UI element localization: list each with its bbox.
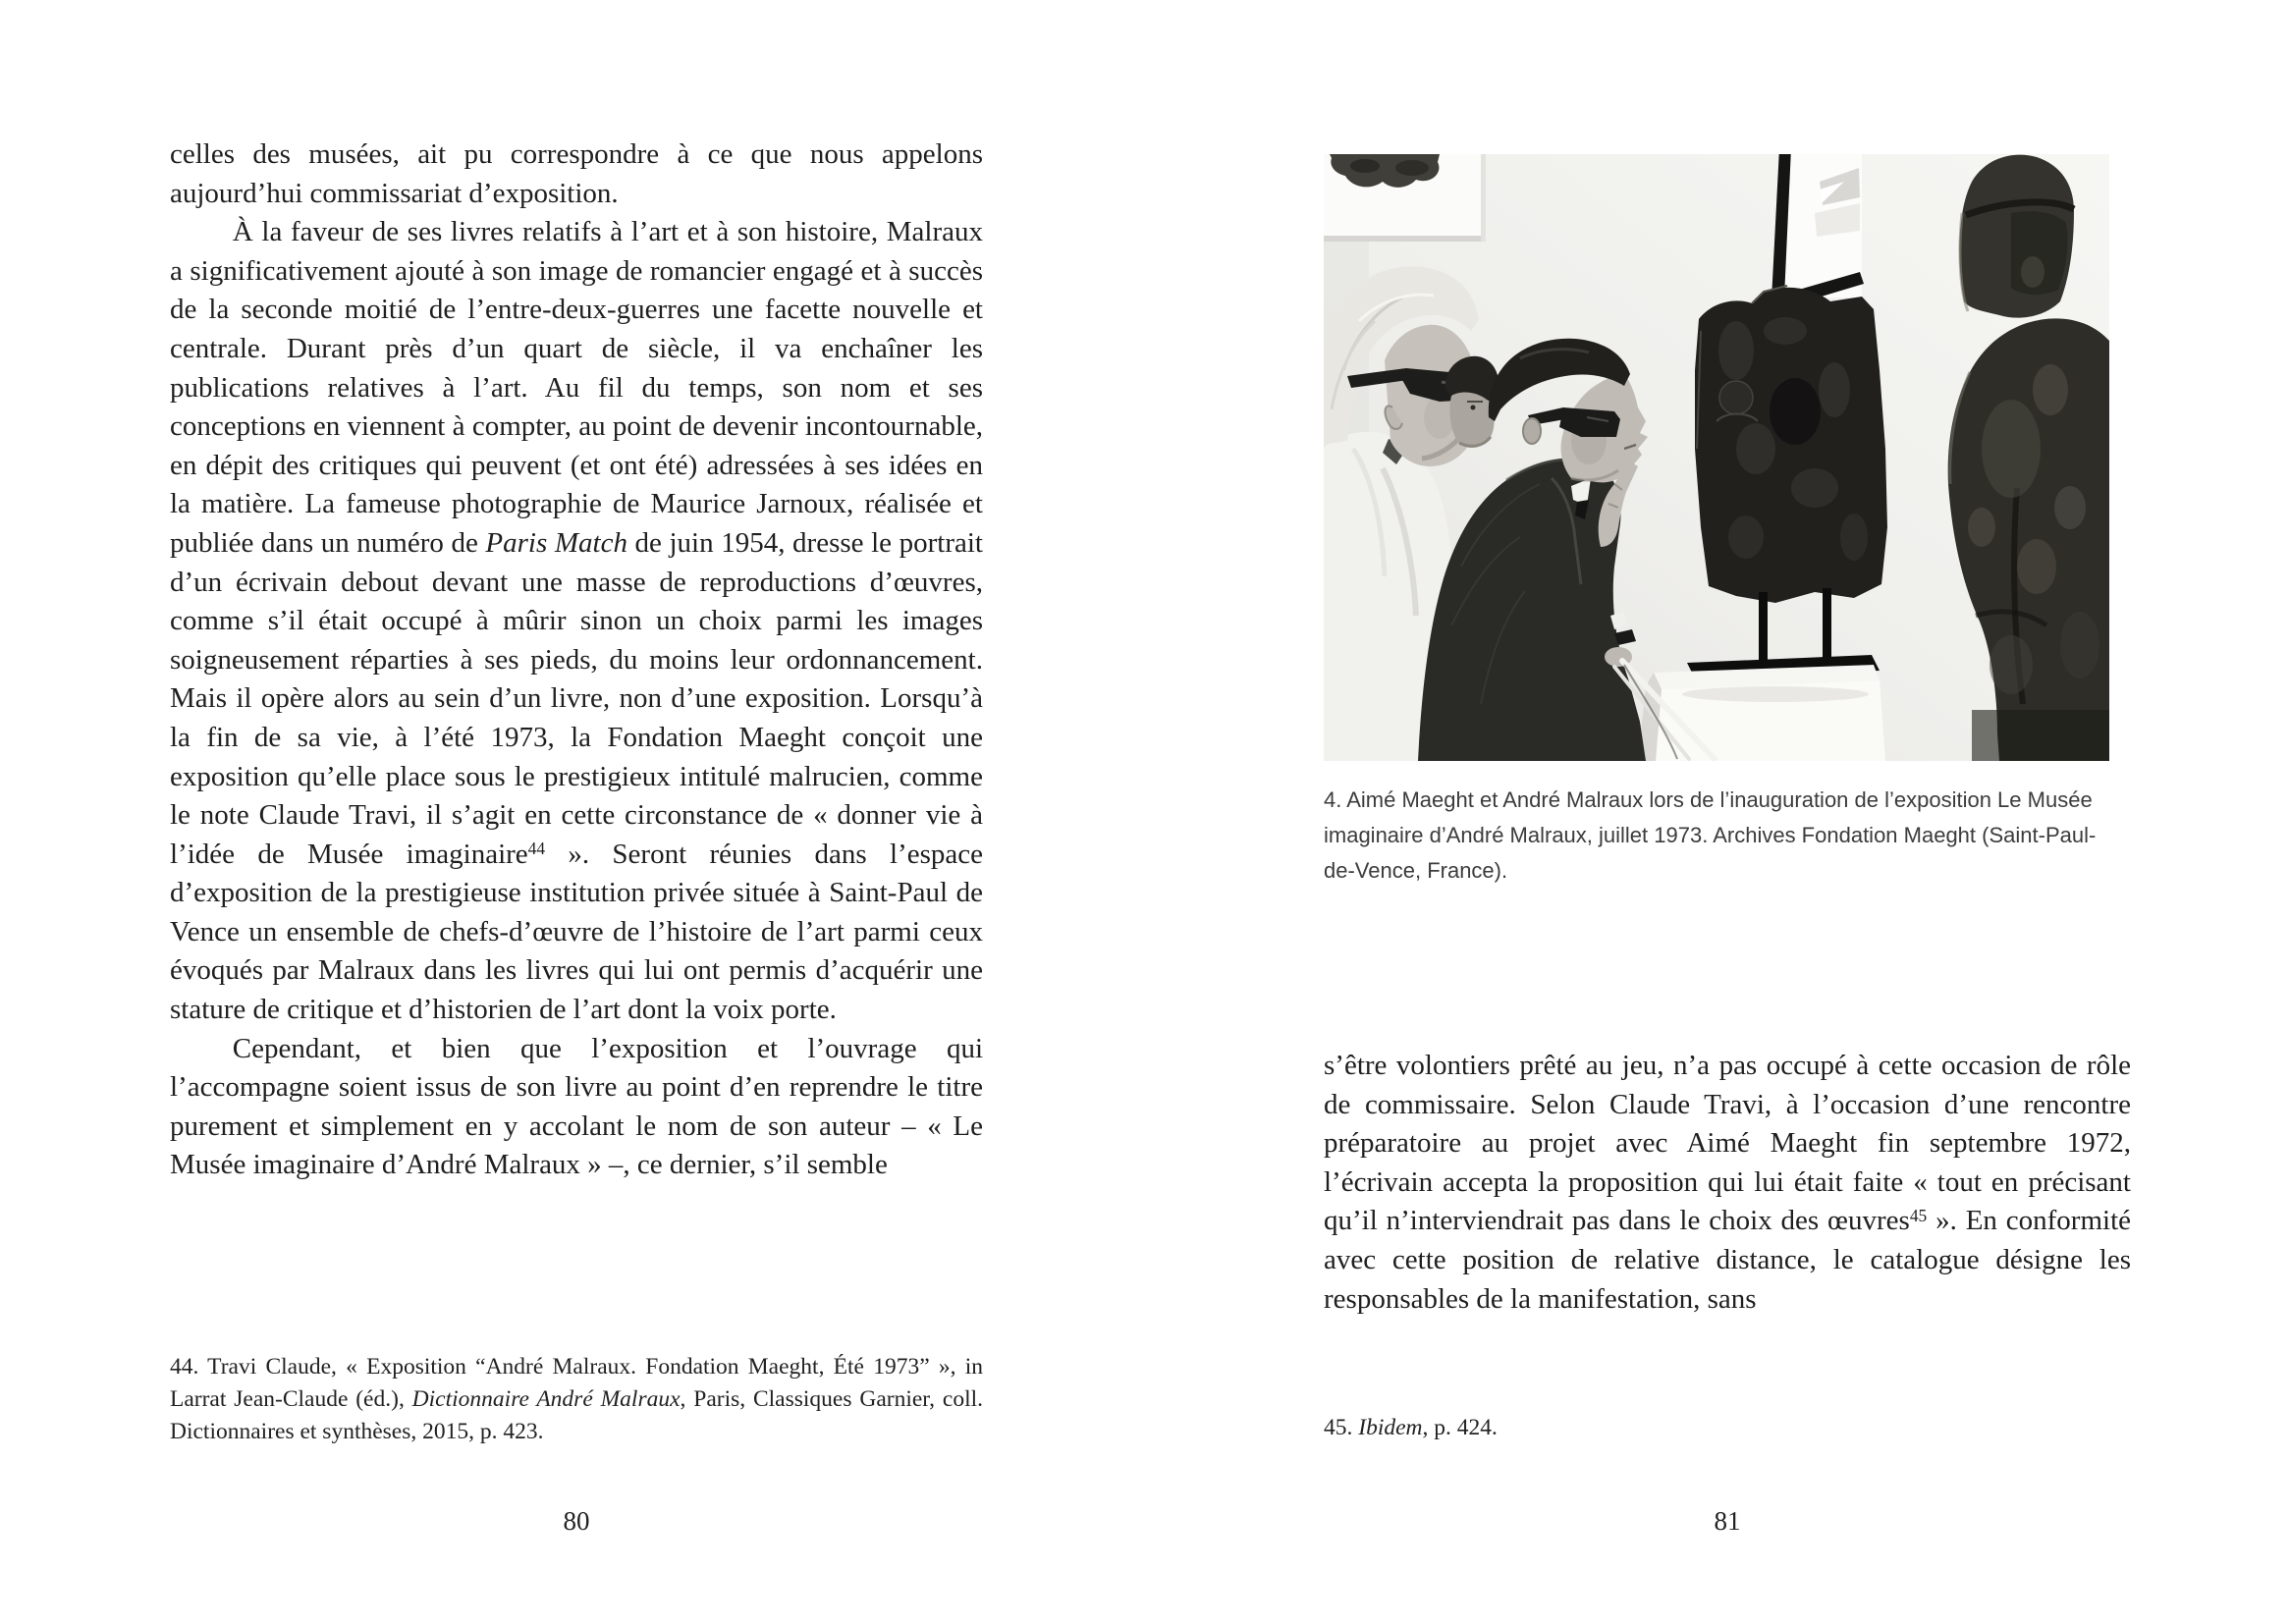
paragraph: celles des musées, ait pu correspondre à ce que nous appelons aujourd’hui commissariat d’exposition. <box>170 138 983 209</box>
stele-buddha-head <box>1719 381 1753 414</box>
footnote-45: 45. Ibidem, p. 424. <box>1324 1415 1498 1440</box>
paragraph: s’être volontiers prêté au jeu, n’a pas occupé à cette occasion de rôle de commissaire. Selon Claude Travi, à l’occasion d’une rencontre préparatoire au projet avec Aimé Maeght fin septembre 1972, l’écrivain accepta la proposition qui lui était faite « tout en précisant qu’il n’interviendrait pas dans le choix des œuvres$^{45}$ ». En conformité avec cette position de relative distance, le catalogue désigne les responsables de la manifestation, sans <box>1324 1050 2131 1315</box>
page-number-left: 80 <box>563 1506 590 1536</box>
footnote-44: 44. Travi Claude, « Exposition “André Malraux. Fondation Maeght, Été 1973” », in Larrat Jean-Claude (éd.), Dictionnaire André Malraux, Paris, Classiques Garnier, coll. Dictionnaires et synthèses, 2015, p. 423. <box>170 1354 984 1444</box>
gallery-photograph <box>1324 154 2109 761</box>
left-page-body-text <box>170 135 983 1185</box>
paragraph: Cependant, et bien que l’exposition et l’ouvrage qui l’accompagne soient issus de son livre au point d’en reprendre le titre purement et simplement en y accolant le nom de son auteur – « Le Musée imaginaire d’André Malraux » –, ce dernier, s’il semble <box>170 1032 983 1181</box>
photo-illustration <box>1324 154 2109 761</box>
paragraph: À la faveur de ses livres relatifs à l’art et à son histoire, Malraux a significativement ajouté à son image de romancier engagé et à succès de la seconde moitié de l’entre-deux-guerres une facette nouvelle et centrale. Durant près d’un quart de siècle, il va enchaîner les publications relatives à l’art. Au fil du temps, son nom et ses conceptions en viennent à compter, au point de devenir incontournable, en dépit des critiques qui peuvent (et ont été) adressées à ses idées en la matière. La fameuse photographie de Maurice Jarnoux, réalisée et publiée dans un numéro de Paris Match de juin 1954, dresse le portrait d’un écrivain debout devant une masse de reproductions d’œuvres, comme s’il était occupé à mûrir sinon un choix parmi les images soigneusement réparties à ses pieds, du moins leur ordonnancement. Mais il opère alors au sein d’un livre, non d’une exposition. Lorsqu’à la fin de sa vie, à l’été 1973, la Fondation Maeght conçoit une exposition qu’elle place sous le prestigieux intitulé malrucien, comme le note Claude Travi, il s’agit en cette circonstance de « donner vie à l’idée de Musée imaginaire$^{44}$ ». Seront réunies dans l’espace d’exposition de la prestigieuse institution privée située à Saint-Paul de Vence un ensemble de chefs-d’œuvre de l’histoire de l’art parmi ceux évoqués par Malraux dans les livres qui lui ont permis d’acquérir une stature de critique et d’historien de l’art dont la voix porte. <box>170 216 983 1026</box>
wall-relief-artwork <box>1324 154 1486 242</box>
right-page-body-text <box>1324 1047 2131 1319</box>
photo-caption: 4. Aimé Maeght et André Malraux lors de l’inauguration de l’exposition Le Musée imaginaire d’André Malraux, juillet 1973. Archives Fondation Maeght (Saint-Paul-de-Vence, France). <box>1324 787 2097 883</box>
page-number-right: 81 <box>1714 1506 1741 1536</box>
